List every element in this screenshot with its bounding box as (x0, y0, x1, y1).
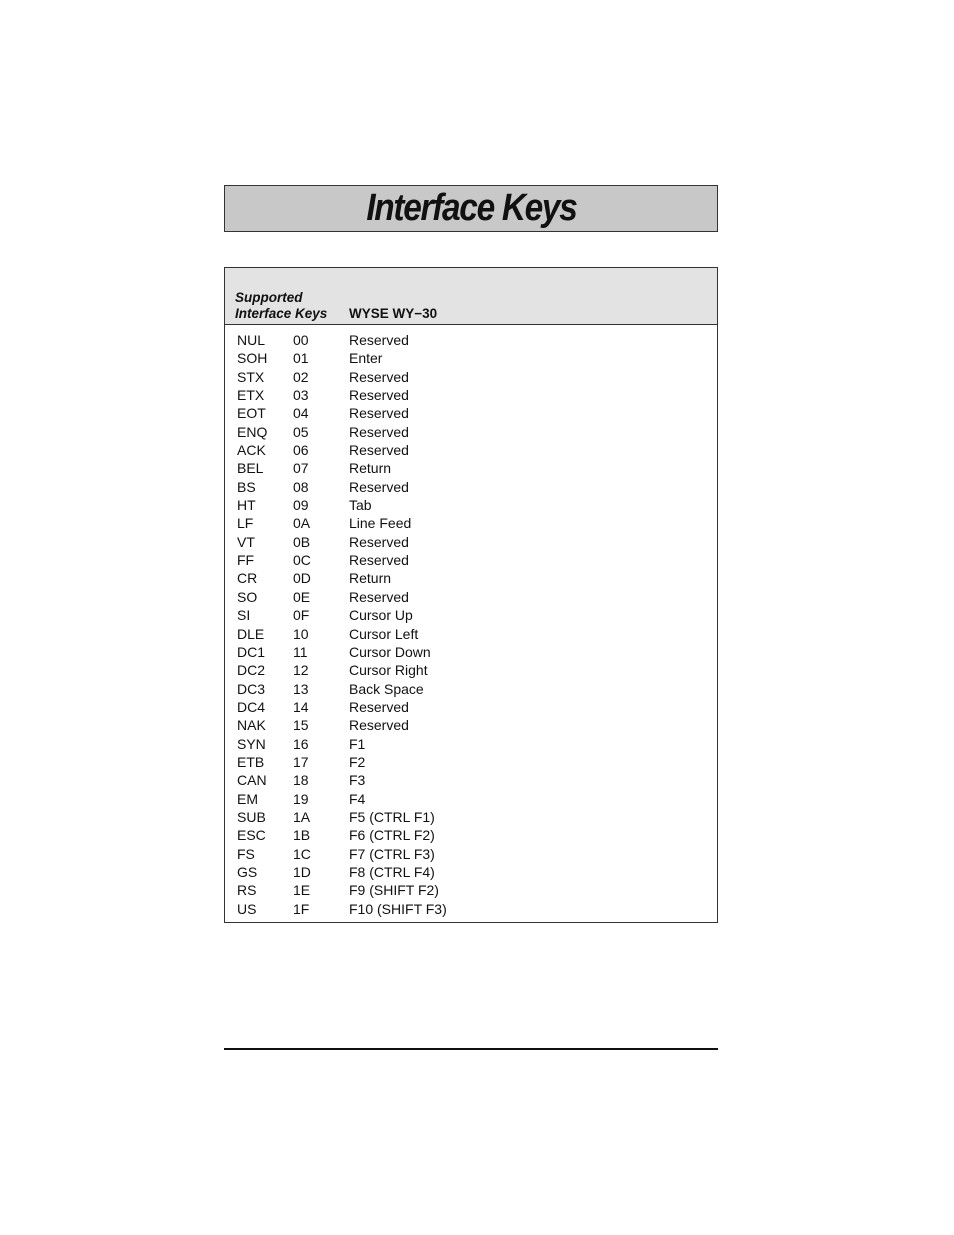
table-header (225, 268, 717, 325)
page-title: Interface Keys (365, 187, 577, 229)
key-name-cell: BEL (237, 460, 264, 477)
key-hex-cell: 04 (293, 405, 309, 422)
column-header-supported-keys (235, 290, 327, 321)
table-row (225, 441, 717, 459)
key-function-cell: Enter (349, 350, 383, 367)
column-header-terminal: WYSE WY−30 (349, 306, 438, 321)
key-hex-cell: 1D (293, 863, 311, 880)
key-function-cell: F5 (CTRL F1) (349, 808, 435, 825)
key-hex-cell: 1A (293, 808, 311, 825)
table-row (225, 661, 717, 679)
key-function-cell: Reserved (349, 387, 409, 404)
key-hex-cell: 09 (293, 497, 309, 514)
key-function-cell: Reserved (349, 423, 409, 440)
table-row (225, 404, 717, 422)
key-name-cell: HT (237, 497, 256, 514)
table-body (225, 331, 717, 918)
key-name-cell: DC2 (237, 662, 266, 679)
key-function-cell: Reserved (349, 442, 409, 459)
table-row (225, 698, 717, 716)
key-name-cell: SOH (237, 350, 268, 367)
key-function-cell: F8 (CTRL F4) (349, 863, 435, 880)
table-row (225, 331, 717, 349)
table-row (225, 368, 717, 386)
key-hex-cell: 10 (293, 625, 309, 642)
key-name-cell: ENQ (237, 423, 268, 440)
column-header-line-1: Supported (235, 290, 303, 305)
key-function-cell: Cursor Down (349, 643, 431, 660)
key-hex-cell: 0B (293, 533, 311, 550)
key-hex-cell: 1E (293, 882, 311, 899)
table-row (225, 459, 717, 477)
key-name-cell: SUB (237, 808, 266, 825)
key-hex-cell: 15 (293, 717, 309, 734)
key-name-cell: DC1 (237, 643, 266, 660)
table-row (225, 569, 717, 587)
table-row (225, 753, 717, 771)
table-row (225, 790, 717, 808)
key-function-cell: Return (349, 570, 392, 587)
key-function-cell: F10 (SHIFT F3) (349, 900, 447, 917)
key-function-cell: F2 (349, 753, 366, 770)
key-function-cell: Reserved (349, 478, 409, 495)
key-function-cell: Reserved (349, 332, 409, 348)
key-hex-cell: 05 (293, 423, 309, 440)
key-hex-cell: 1F (293, 900, 310, 917)
key-name-cell: SYN (237, 735, 266, 752)
table-row (225, 680, 717, 698)
key-hex-cell: 13 (293, 680, 309, 697)
table-row (225, 588, 717, 606)
table-row (225, 826, 717, 844)
table-row (225, 716, 717, 734)
key-hex-cell: 02 (293, 368, 309, 385)
key-name-cell: FF (237, 552, 255, 569)
table-row (225, 881, 717, 899)
table-row (225, 625, 717, 643)
key-hex-cell: 08 (293, 478, 309, 495)
table-row (225, 643, 717, 661)
key-function-cell: Line Feed (349, 515, 412, 532)
key-name-cell: SI (237, 607, 251, 624)
key-hex-cell: 03 (293, 387, 309, 404)
key-hex-cell: 18 (293, 772, 309, 789)
key-function-cell: Cursor Up (349, 607, 413, 624)
key-name-cell: GS (237, 863, 258, 880)
key-name-cell: DC3 (237, 680, 266, 697)
table-row (225, 496, 717, 514)
key-name-cell: VT (237, 533, 255, 550)
table-row (225, 863, 717, 881)
key-name-cell: DC4 (237, 698, 266, 715)
key-name-cell: ACK (237, 442, 266, 459)
interface-keys-table (224, 267, 718, 923)
table-row (225, 808, 717, 826)
key-function-cell: F4 (349, 790, 366, 807)
key-function-cell: Cursor Right (349, 662, 428, 679)
table-row (225, 735, 717, 753)
key-hex-cell: 16 (293, 735, 309, 752)
key-name-cell: EM (237, 790, 258, 807)
key-hex-cell: 12 (293, 662, 309, 679)
table-row (225, 771, 717, 789)
table-row (225, 386, 717, 404)
key-name-cell: ESC (237, 827, 266, 844)
key-hex-cell: 0E (293, 588, 311, 605)
key-name-cell: DLE (237, 625, 265, 642)
key-name-cell: EOT (237, 405, 266, 422)
key-hex-cell: 17 (293, 753, 309, 770)
key-hex-cell: 0D (293, 570, 311, 587)
key-function-cell: Reserved (349, 698, 409, 715)
key-function-cell: Reserved (349, 588, 409, 605)
table-row (225, 551, 717, 569)
key-name-cell: US (237, 900, 257, 917)
key-function-cell: F7 (CTRL F3) (349, 845, 435, 862)
key-name-cell: SO (237, 588, 258, 605)
key-name-cell: RS (237, 882, 257, 899)
key-name-cell: ETB (237, 753, 265, 770)
key-function-cell: F6 (CTRL F2) (349, 827, 435, 844)
key-name-cell: FS (237, 845, 255, 862)
table-row (225, 606, 717, 624)
key-hex-cell: 01 (293, 350, 309, 367)
table-row (225, 478, 717, 496)
key-name-cell: STX (237, 368, 265, 385)
key-hex-cell: 00 (293, 332, 309, 348)
key-function-cell: Tab (349, 497, 372, 514)
key-name-cell: BS (237, 478, 256, 495)
table-row (225, 900, 717, 918)
table-row (225, 533, 717, 551)
key-function-cell: Cursor Left (349, 625, 419, 642)
key-name-cell: LF (237, 515, 254, 532)
key-function-cell: Back Space (349, 680, 424, 697)
key-hex-cell: 0F (293, 607, 310, 624)
key-hex-cell: 11 (293, 643, 308, 660)
key-function-cell: Reserved (349, 717, 409, 734)
key-hex-cell: 06 (293, 442, 309, 459)
key-name-cell: NUL (237, 332, 266, 348)
key-function-cell: Reserved (349, 405, 409, 422)
key-hex-cell: 1B (293, 827, 311, 844)
title-banner (224, 185, 718, 232)
key-function-cell: Return (349, 460, 392, 477)
key-hex-cell: 1C (293, 845, 311, 862)
table-row (225, 349, 717, 367)
key-name-cell: NAK (237, 717, 266, 734)
footer-rule (224, 1048, 718, 1050)
table-row (225, 423, 717, 441)
key-name-cell: ETX (237, 387, 265, 404)
key-hex-cell: 07 (293, 460, 309, 477)
key-hex-cell: 19 (293, 790, 309, 807)
key-function-cell: F9 (SHIFT F2) (349, 882, 439, 899)
key-hex-cell: 0C (293, 552, 311, 569)
key-function-cell: Reserved (349, 533, 409, 550)
key-function-cell: Reserved (349, 552, 409, 569)
key-hex-cell: 14 (293, 698, 309, 715)
table-row (225, 845, 717, 863)
column-header-line-2: Interface Keys (235, 305, 328, 321)
key-name-cell: CR (237, 570, 258, 587)
key-function-cell: F3 (349, 772, 366, 789)
key-name-cell: CAN (237, 772, 267, 789)
key-hex-cell: 0A (293, 515, 311, 532)
table-row (225, 514, 717, 532)
key-function-cell: F1 (349, 735, 366, 752)
key-function-cell: Reserved (349, 368, 409, 385)
